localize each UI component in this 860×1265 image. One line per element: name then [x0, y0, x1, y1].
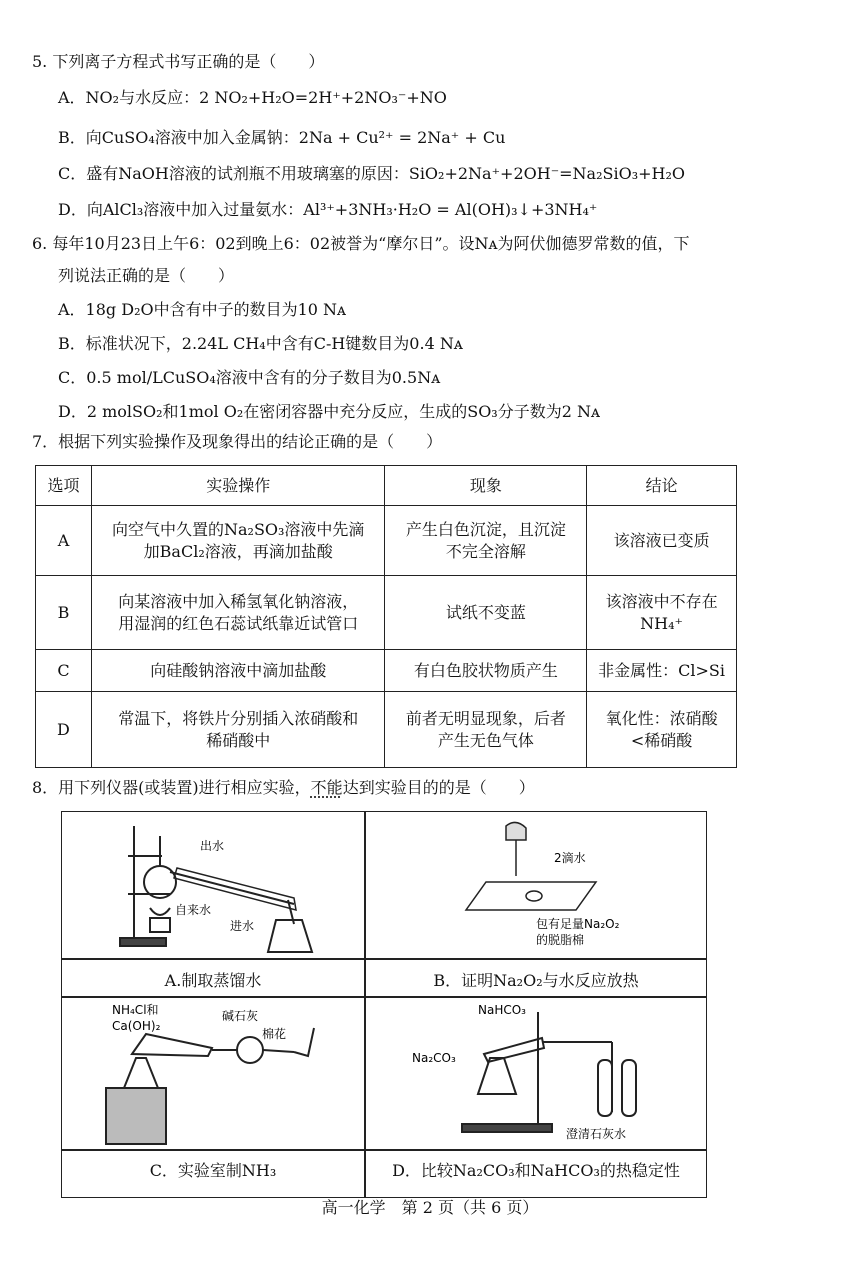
- label-cotton-line2: 的脱脂棉: [536, 933, 585, 947]
- q5-option-b: B．向CuSO₄溶液中加入金属钠：2Na + Cu²⁺ = 2Na⁺ + Cu: [58, 128, 506, 147]
- row-phenomenon: [385, 506, 587, 576]
- phenomenon-line: 试纸不变蓝: [445, 602, 526, 622]
- phenomenon-line: 产生无色气体: [437, 730, 534, 750]
- ammonia-apparatus-icon: [62, 998, 364, 1148]
- row-phenomenon: [385, 692, 587, 768]
- dropper-cotton-icon: [366, 812, 706, 958]
- row-phenomenon: [385, 650, 587, 692]
- q8-stem-part: 8．用下列仪器(或装置)进行相应实验，: [32, 778, 311, 797]
- row-conclusion: [587, 650, 737, 692]
- label-limewater: 澄清石灰水: [566, 1127, 627, 1141]
- phenomenon-line: 不完全溶解: [445, 541, 526, 561]
- conclusion-line: 氧化性：浓硝酸: [605, 708, 718, 728]
- row-option: B: [36, 576, 92, 650]
- grid-divider: [62, 1149, 706, 1151]
- table-row: [36, 576, 737, 650]
- label-nahco3: NaHCO₃: [478, 1003, 526, 1017]
- label-reagent-line2: Ca(OH)₂: [112, 1019, 161, 1033]
- thermal-stability-apparatus-icon: [366, 998, 706, 1148]
- label-soda-lime: 碱石灰: [222, 1009, 259, 1023]
- q8-stem-emphasis: 不能: [310, 778, 343, 797]
- label-water-in: 进水: [230, 919, 255, 933]
- label-cotton: 棉花: [262, 1027, 287, 1041]
- apparatus-d: [366, 998, 706, 1148]
- apparatus-b: [366, 812, 706, 958]
- q7-header-row: [36, 466, 737, 506]
- caption-b: B．证明Na₂O₂与水反应放热: [433, 971, 639, 990]
- label-two-drops: 2滴水: [554, 851, 586, 865]
- q7-table: [35, 465, 737, 768]
- row-conclusion: [587, 692, 737, 768]
- q6-option-a: A．18g D₂O中含有中子的数目为10 Nᴀ: [58, 300, 347, 319]
- label-cotton-line1: 包有足量Na₂O₂: [536, 917, 620, 931]
- q5-stem: 5. 下列离子方程式书写正确的是（ ）: [32, 52, 325, 71]
- q5-option-c: C．盛有NaOH溶液的试剂瓶不用玻璃塞的原因：SiO₂+2Na⁺+2OH⁻=Na₂SiO₃+H₂O: [58, 164, 685, 183]
- q5-option-a: A．NO₂与水反应：2 NO₂+H₂O=2H⁺+2NO₃⁻+NO: [58, 88, 447, 107]
- phenomenon-line: 产生白色沉淀，且沉淀: [405, 519, 566, 539]
- q7-stem: 7．根据下列实验操作及现象得出的结论正确的是（ ）: [32, 432, 443, 451]
- apparatus-a: [62, 812, 364, 958]
- q6-stem-line2: 列说法正确的是（ ）: [58, 266, 235, 285]
- row-conclusion: [587, 506, 737, 576]
- grid-divider: [62, 958, 706, 960]
- row-option: C: [36, 650, 92, 692]
- caption-c: C．实验室制NH₃: [149, 1161, 277, 1180]
- row-operation: [91, 650, 385, 692]
- row-conclusion: [587, 576, 737, 650]
- conclusion-line: 该溶液已变质: [613, 530, 710, 550]
- label-water-out: 出水: [200, 839, 225, 853]
- operation-line: 加BaCl₂溶液，再滴加盐酸: [143, 541, 333, 561]
- q8-stem-part: 达到实验目的的是（ ）: [342, 778, 535, 797]
- q7-header-phenomenon: 现象: [385, 466, 587, 506]
- row-operation: [91, 692, 385, 768]
- q8-stem: [32, 778, 535, 798]
- row-operation: [91, 506, 385, 576]
- row-phenomenon: [385, 576, 587, 650]
- operation-line: 稀硝酸中: [206, 730, 271, 750]
- q7-header-option: 选项: [36, 466, 92, 506]
- table-row: [36, 692, 737, 768]
- conclusion-line: 该溶液中不存在: [605, 591, 718, 611]
- operation-line: 向空气中久置的Na₂SO₃溶液中先滴: [111, 519, 365, 539]
- label-reagent-line1: NH₄Cl和: [112, 1003, 159, 1017]
- row-option: A: [36, 506, 92, 576]
- q8-apparatus-grid: [61, 811, 707, 1198]
- q6-stem-line1: 6. 每年10月23日上午6：02到晚上6：02被誉为“摩尔日”。设Nᴀ为阿伏伽德罗常数的值，下: [32, 234, 690, 253]
- operation-line: 向硅酸钠溶液中滴加盐酸: [150, 660, 327, 680]
- phenomenon-line: 有白色胶状物质产生: [413, 660, 558, 680]
- operation-line: 常温下，将铁片分别插入浓硝酸和: [118, 708, 359, 728]
- table-row: [36, 506, 737, 576]
- apparatus-c: [62, 998, 364, 1148]
- caption-a: A.制取蒸馏水: [164, 971, 262, 990]
- conclusion-line: NH₄⁺: [640, 613, 683, 633]
- conclusion-line: 非金属性：Cl>Si: [598, 660, 725, 680]
- row-operation: [91, 576, 385, 650]
- operation-line: 向某溶液中加入稀氢氧化钠溶液，: [118, 591, 359, 611]
- distillation-apparatus-icon: [62, 812, 364, 958]
- q7-header-operation: 实验操作: [91, 466, 385, 506]
- q6-option-d: D．2 molSO₂和1mol O₂在密闭容器中充分反应，生成的SO₃分子数为2 Nᴀ: [58, 402, 601, 421]
- conclusion-line: <稀硝酸: [630, 730, 693, 750]
- table-row: [36, 650, 737, 692]
- phenomenon-line: 前者无明显现象，后者: [405, 708, 566, 728]
- row-option: D: [36, 692, 92, 768]
- q7-header-conclusion: 结论: [587, 466, 737, 506]
- operation-line: 用湿润的红色石蕊试纸靠近试管口: [118, 613, 359, 633]
- page-footer: 高一化学 第 2 页（共 6 页）: [321, 1198, 539, 1217]
- q6-option-b: B．标准状况下，2.24L CH₄中含有C-H键数目为0.4 Nᴀ: [58, 334, 463, 353]
- q5-option-d: D．向AlCl₃溶液中加入过量氨水：Al³⁺+3NH₃·H₂O = Al(OH)₃↓+3NH₄⁺: [58, 200, 598, 219]
- q6-option-c: C．0.5 mol/LCuSO₄溶液中含有的分子数目为0.5Nᴀ: [58, 368, 441, 387]
- label-tap-water: 自来水: [175, 903, 212, 917]
- label-na2co3: Na₂CO₃: [412, 1051, 456, 1065]
- caption-d: D．比较Na₂CO₃和NaHCO₃的热稳定性: [392, 1161, 680, 1180]
